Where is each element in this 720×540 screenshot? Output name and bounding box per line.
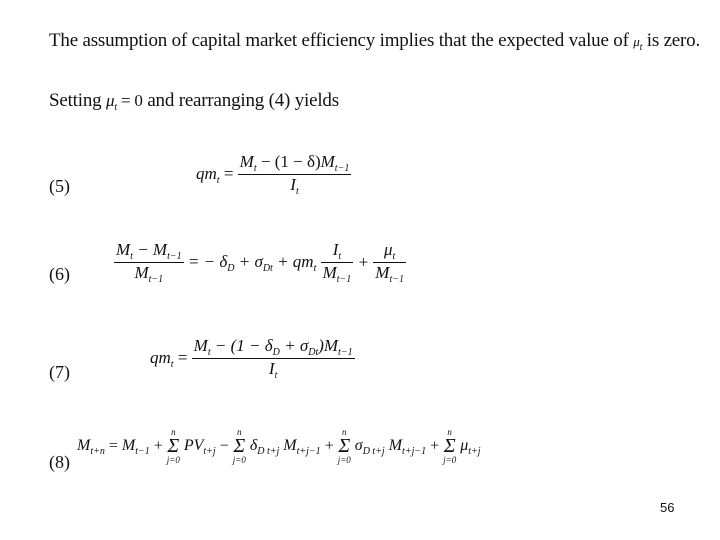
eq8-term-1: $M_{t-1}$ [121,436,150,457]
setting-math: $\mu_t = 0$ [106,91,143,113]
page-number: 56 [660,500,675,515]
eq6-f1-numerator: $M_t - M_{t-1}$ [116,240,182,262]
eq5-numerator: $M_t - (1 - \delta)M_{t-1}$ [239,152,350,174]
eq7-numerator: $M_t - (1 - \delta_D + \sigma_{Dt})M_{t-1}$ [193,336,353,358]
eq8-label: (8) [49,452,70,472]
eq6-f3-denominator: $M_{t-1}$ [375,263,404,285]
eq7-lhs: $qm_t$ = [150,347,188,370]
sum-icon-1: n Σ j=0 [166,427,180,465]
eq6-fraction-2 [321,240,354,285]
eq6-fraction-1 [114,240,184,285]
eq7-denominator: $I_t$ [268,359,278,381]
line2-text: Setting [49,90,102,111]
eq8-equals: = [108,437,118,455]
eq8-term-mu: $\mu_{t+j}$ [460,436,481,457]
eq6-f2-numerator: $I_t$ [321,240,354,263]
sum-icon-3: n Σ j=0 [337,427,351,465]
eq6-f2-denominator: $M_{t-1}$ [322,263,352,285]
eq8-minus: − [219,437,229,455]
eq8-plus-2: + [324,437,334,455]
eq6-middle-terms: = − $\delta_D + \sigma_{Dt} + qm_t$ [187,251,317,274]
eq5-label: (5) [49,176,70,196]
sum-icon-4: n Σ j=0 [443,427,457,465]
equation-6 [114,240,406,285]
eq8-term-delta: $\delta_{D t+j}$ $M_{t+j-1}$ [249,436,321,457]
eq8-plus-1: + [153,437,163,455]
eq6-plus: + [357,252,370,272]
eq5-fraction [238,152,352,197]
text-line-assumption [49,30,700,53]
equation-7 [150,336,355,381]
eq8-term-pv: $PV_{t+j}$ [183,436,216,457]
line2-end-text: and rearranging (4) yields [147,90,339,111]
eq6-f1-denominator: $M_{t-1}$ [134,263,164,285]
eq7-label: (7) [49,362,70,382]
equation-5 [196,152,351,197]
eq5-denominator: $I_t$ [290,175,299,197]
eq5-lhs: $qm_t$ = [196,163,234,186]
eq8-lhs: $M_{t+n}$ [77,436,105,457]
eq8-term-sigma: $\sigma_{D t+j}$ $M_{t+j-1}$ [354,436,427,457]
equation-8 [77,428,481,465]
eq7-fraction [192,336,355,381]
eq6-label: (6) [49,264,70,284]
text-line-setting [49,90,339,113]
line1-text: The assumption of capital market efficiency implies that the expected value of [49,30,629,51]
sum-icon-2: n Σ j=0 [232,427,246,465]
mu-symbol: $\mu_t$ [633,34,643,53]
eq6-f3-numerator: $\mu_t$ [373,240,406,263]
line1-end-text: is zero. [646,30,701,51]
eq8-plus-3: + [430,437,440,455]
eq6-fraction-3 [373,240,406,285]
